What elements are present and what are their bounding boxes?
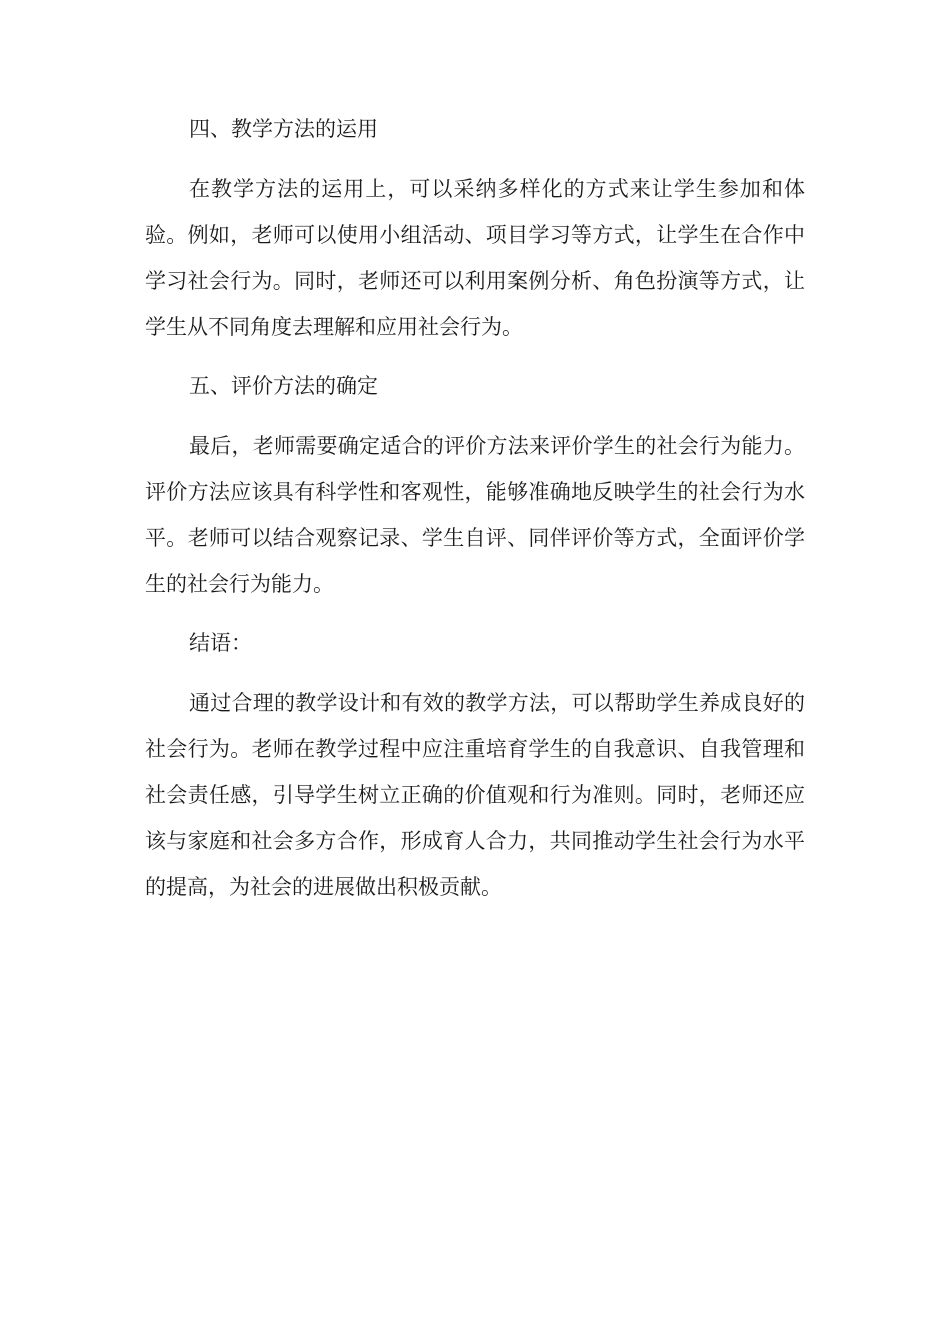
section-heading: 结语：	[189, 631, 252, 655]
section-paragraph: 在教学方法的运用上，可以采纳多样化的方式来让学生参加和体验。例如，老师可以使用小组活动、项目学习等方式，让学生在合作中学习社会行为。同时，老师还可以利用案例分析、角色扮演等方式，让学生从不同角度去理解和应用社会行为。	[145, 177, 805, 339]
section-heading: 五、评价方法的确定	[189, 374, 378, 398]
document-page	[145, 106, 805, 923]
section-evaluation-methods	[145, 363, 805, 607]
section-paragraph: 通过合理的教学设计和有效的教学方法，可以帮助学生养成良好的社会行为。老师在教学过程中应注重培育学生的自我意识、自我管理和社会责任感，引导学生树立正确的价值观和行为准则。同时，老师还应该与家庭和社会多方合作，形成育人合力，共同推动学生社会行为水平的提高，为社会的进展做出积极贡献。	[145, 691, 805, 899]
section-conclusion	[145, 620, 805, 910]
section-paragraph: 最后，老师需要确定适合的评价方法来评价学生的社会行为能力。评价方法应该具有科学性和客观性，能够准确地反映学生的社会行为水平。老师可以结合观察记录、学生自评、同伴评价等方式，全面评价学生的社会行为能力。	[145, 434, 805, 596]
section-teaching-methods	[145, 106, 805, 350]
section-heading: 四、教学方法的运用	[189, 117, 378, 141]
